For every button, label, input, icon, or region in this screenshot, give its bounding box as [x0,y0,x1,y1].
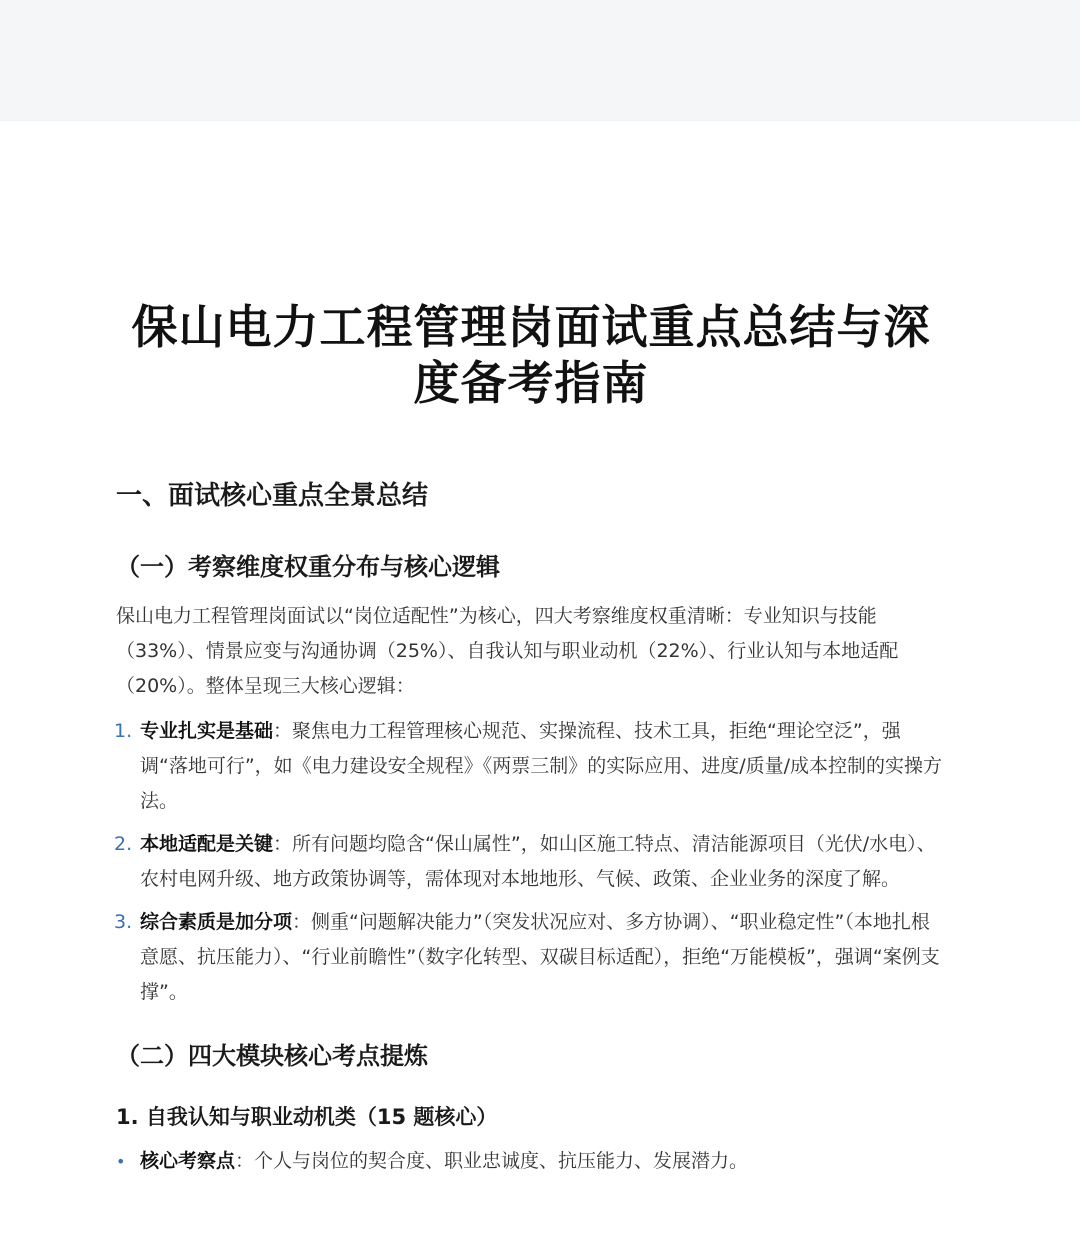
list-item-text: ：所有问题均隐含“保山属性”，如山区施工特点、清洁能源项目（光伏/水电）、农村电网升级、地方政策协调等，需体现对本地地形、气候、政策、企业业务的深度了解。 [140,833,936,890]
list-number: 1. [114,720,133,742]
module-points-list [116,1144,946,1179]
document-title [116,299,946,411]
subsection-heading: （一）考察维度权重分布与核心逻辑 [116,553,500,581]
bullet-icon: • [116,1152,126,1171]
list-item [116,827,946,897]
list-number: 2. [114,833,133,855]
list-item-label: 综合素质是加分项 [140,911,293,933]
list-item [116,1144,946,1179]
list-number: 3. [114,911,133,933]
list-item [116,905,946,1010]
document-page [0,299,1080,1179]
module-heading: 1. 自我认知与职业动机类（15 题核心） [116,1105,498,1129]
list-item-text: ：聚焦电力工程管理核心规范、实操流程、技术工具，拒绝“理论空泛”，强调“落地可行”，如《电力建设安全规程》《两票三制》的实际应用、进度/质量/成本控制的实操方法。 [140,720,942,812]
top-bar [0,0,1080,121]
title-line-2: 度备考指南 [413,356,649,410]
point-text: ：个人与岗位的契合度、职业忠诚度、抗压能力、发展潜力。 [235,1150,749,1172]
section-heading: 一、面试核心重点全景总结 [116,481,429,511]
list-item-label: 本地适配是关键 [140,833,274,855]
list-item-text: ：侧重“问题解决能力”（突发状况应对、多方协调）、“职业稳定性”（本地扎根意愿、抗压能力）、“行业前瞻性”（数字化转型、双碳目标适配），拒绝“万能模板”，强调“案例支撑”。 [140,911,940,1003]
subsection-heading: （二）四大模块核心考点提炼 [116,1042,428,1070]
list-item-label: 专业扎实是基础 [140,720,274,742]
intro-paragraph: 保山电力工程管理岗面试以“岗位适配性”为核心，四大考察维度权重清晰：专业知识与技能（33%）、情景应变与沟通协调（25%）、自我认知与职业动机（22%）、行业认知与本地适配（20%）。整体呈现三大核心逻辑： [116,605,899,697]
core-logic-list [116,714,946,1010]
list-item [116,714,946,819]
point-label: 核心考察点 [140,1150,236,1172]
title-line-1: 保山电力工程管理岗面试重点总结与深 [131,300,931,354]
